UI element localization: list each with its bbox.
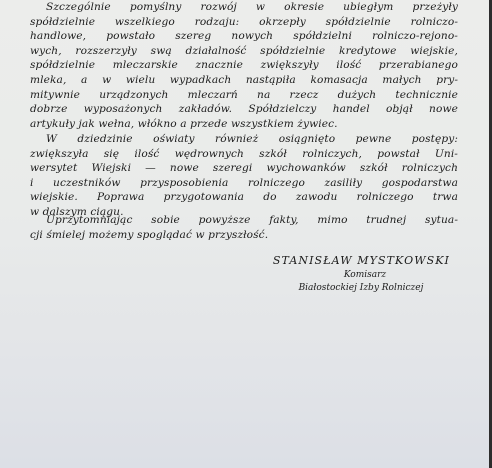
signature-block <box>250 254 460 293</box>
text-line: Szczególnie pomyślny rozwój w okresie ubiegłym przeżyły <box>46 1 458 13</box>
text-line: wych, rozszerzyły swą działalność spółdzielnie kredytowe wiejskie, <box>30 44 458 57</box>
text-line: Uprzytomniając sobie powyższe fakty, mimo trudnej sytua- <box>46 214 458 226</box>
paragraph <box>30 0 458 131</box>
text-line: mleka, a w wielu wypadkach nastąpiła komasacja małych pry- <box>30 73 458 86</box>
text-line: dobrze wyposażonych zakładów. Spółdzielczy handel objął nowe <box>30 103 458 116</box>
paragraph <box>30 132 458 220</box>
text-line: mitywnie urządzonych mleczarń na rzecz dużych technicznie <box>30 88 458 101</box>
text-line: artykuły jak wełna, włókno a przede wszystkiem żywiec. <box>30 117 338 130</box>
signature-name: STANISŁAW MYSTKOWSKI <box>272 254 450 267</box>
text-line: W dziedzinie oświaty również osiągnięto pewne postępy: <box>46 133 458 145</box>
text-line: cji śmielej możemy spoglądać w przyszłość. <box>30 228 269 241</box>
text-line: spółdzielnie mleczarskie znacznie zwiększyły ilość przerabianego <box>30 59 458 72</box>
text-line: zwiększyła się ilość wędrownych szkół rolniczych, powstał Uni- <box>30 147 458 160</box>
text-line: wersytet Wiejski — nowe szeregi wychowanków szkół rolniczych <box>30 162 458 175</box>
text-line: wiejskie. Poprawa przygotowania do zawodu rolniczego trwa <box>30 191 458 204</box>
text-line: handlowe, powstało szereg nowych spółdzielni rolniczo-rejono- <box>30 30 458 43</box>
text-line: w dalszym ciągu. <box>30 205 124 218</box>
paragraph <box>30 213 458 242</box>
text-line: i uczestników przysposobienia rolniczego zasiliły gospodarstwa <box>30 176 458 189</box>
text-line: spółdzielnie wszelkiego rodzaju: okrzepły spółdzielnie rolniczo- <box>30 15 458 28</box>
signature-organization: Białostockiej Izby Rolniczej <box>298 283 424 293</box>
signature-role: Komisarz <box>343 270 387 280</box>
